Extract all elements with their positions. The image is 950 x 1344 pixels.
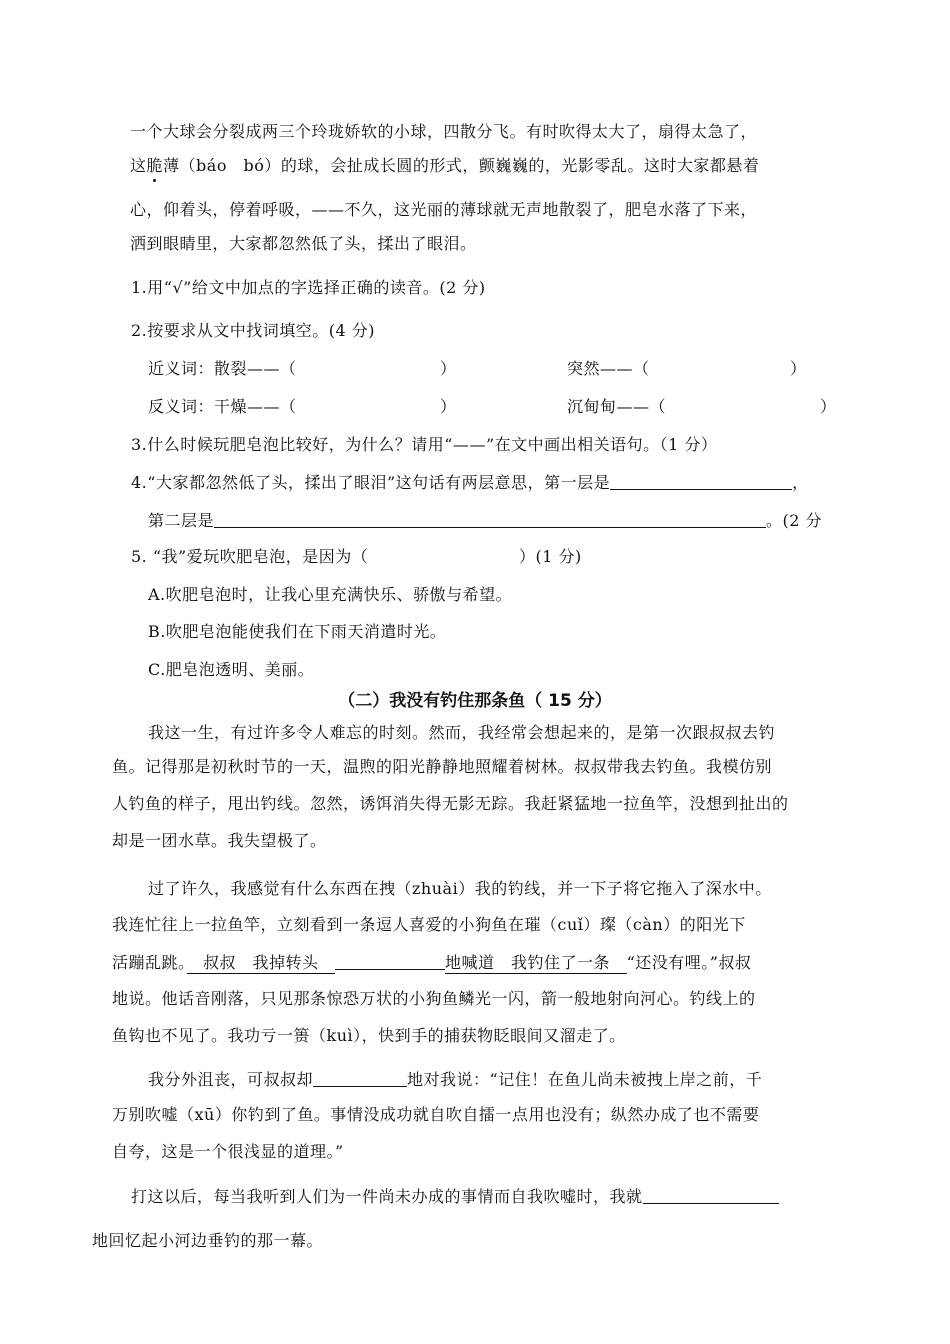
underlined-text: 地喊道 <box>445 953 512 972</box>
section-title: （二）我没有钓住那条鱼（ 15 分） <box>338 691 612 711</box>
synonym2-close: ） <box>790 359 807 378</box>
passage-line: 鱼钩也不见了。我功亏一篑（kuì），快到手的捕获物眨眼间又溜走了。 <box>112 1026 626 1045</box>
passage-line: 心，仰着头，停着呼吸，——不久，这光丽的薄球就无声地散裂了，肥皂水落了下来， <box>130 200 758 219</box>
passage-text: 地对我说：“记住！在鱼儿尚未被拽上岸之前，千 <box>407 1070 763 1089</box>
option-b: B.吹肥皂泡能使我们在下雨天消遣时光。 <box>148 622 447 641</box>
question-3: 3.什么时候玩肥皂泡比较好，为什么？请用“——”在文中画出相关语句。（1 分） <box>131 435 718 454</box>
question-5: 5. “我”爱玩吹肥皂泡，是因为（ <box>131 547 369 566</box>
passage-line: 地回忆起小河边垂钓的那一幕。 <box>92 1231 324 1250</box>
question-4-second <box>148 509 822 532</box>
dotted-character: 脆 <box>146 156 164 175</box>
passage-line: 万别吹嘘（xū）你钓到了鱼。事情没成功就自吹自擂一点用也没有；纵然办成了也不需要 <box>112 1105 760 1124</box>
synonym-close: ） <box>440 359 457 378</box>
question-4-score: 。(2 分 <box>766 511 823 530</box>
passage-line: 过了许久，我感觉有什么东西在拽（zhuài）我的钓线，并一下子将它拖入了深水中。 <box>148 879 772 898</box>
passage-line: 人钓鱼的样子，甩出钓线。忽然，诱饵消失得无影无踪。我赶紧猛地一拉鱼竿，没想到扯出的 <box>112 794 789 813</box>
passage-text: 这 <box>130 156 147 175</box>
passage-line: 鱼。记得那是初秋时节的一天，温煦的阳光静静地照耀着树林。叔叔带我去钓鱼。我模仿别 <box>112 757 773 776</box>
answer-blank[interactable] <box>214 509 766 528</box>
answer-blank[interactable] <box>313 1068 407 1087</box>
option-c: C.肥皂泡透明、美丽。 <box>148 660 315 679</box>
passage-text: “还没有哩。”叔叔 <box>626 953 752 972</box>
passage-line <box>148 1068 762 1091</box>
antonym2-label: 沉甸甸——（ <box>567 397 667 416</box>
passage-line: 自夸，这是一个很浅显的道理。” <box>112 1142 344 1161</box>
passage-line: 地说。他话音刚落，只见那条惊恐万状的小狗鱼鳞光一闪，箭一般地射向河心。钓线上的 <box>112 989 756 1008</box>
answer-blank[interactable] <box>610 471 792 490</box>
passage-text: 活蹦乱跳。 <box>112 953 187 972</box>
question-1: 1.用“√”给文中加点的字选择正确的读音。(2 分) <box>131 278 486 297</box>
question-5-score: ）(1 分) <box>519 547 582 566</box>
passage-line: 我这一生，有过许多令人难忘的时刻。然而，我经常会想起来的，是第一次跟叔叔去钓 <box>148 723 776 742</box>
question-2: 2.按要求从文中找词填空。(4 分) <box>131 321 376 340</box>
underlined-text: 叔叔 我掉转头 <box>186 953 336 972</box>
passage-line: 我连忙往上一拉鱼竿，立刻看到一条逗人喜爱的小狗鱼在璀（cuǐ）璨（càn）的阳光下 <box>112 915 746 934</box>
antonym-label: 反义词：干燥——（ <box>148 397 297 416</box>
passage-line: 却是一团水草。我失望极了。 <box>112 831 327 850</box>
question-4 <box>131 471 809 494</box>
question-4-second-label: 第二层是 <box>148 511 215 530</box>
answer-blank[interactable] <box>643 1185 779 1204</box>
option-a: A.吹肥皂泡时，让我心里充满快乐、骄傲与希望。 <box>148 585 513 604</box>
passage-line <box>130 155 759 177</box>
synonym-label: 近义词：散裂——（ <box>148 359 297 378</box>
passage-line <box>112 951 751 974</box>
passage-line <box>131 1185 779 1208</box>
passage-text: 薄（báo bó）的球，会扯成长圆的形式，颤巍巍的，光影零乱。这时大家都悬着 <box>163 156 760 175</box>
synonym2-label: 突然——（ <box>567 359 650 378</box>
underlined-text: 我钓住了一条 <box>511 953 627 972</box>
antonym2-close: ） <box>820 397 837 416</box>
passage-text: 打这以后，每当我听到人们为一件尚未办成的事情而自我吹嘘时，我就 <box>131 1187 643 1206</box>
question-4-comma: ， <box>792 473 809 492</box>
antonym-close: ） <box>440 397 457 416</box>
question-4-text: 4.“大家都忽然低了头，揉出了眼泪”这句话有两层意思，第一层是 <box>131 473 611 492</box>
passage-line: 一个大球会分裂成两三个玲珑娇软的小球，四散分飞。有时吹得太大了，扇得太急了， <box>130 122 758 141</box>
passage-text: 我分外沮丧，可叔叔却 <box>148 1070 314 1089</box>
answer-blank[interactable] <box>335 951 445 970</box>
passage-line: 洒到眼睛里，大家都忽然低了头，揉出了眼泪。 <box>130 234 477 253</box>
